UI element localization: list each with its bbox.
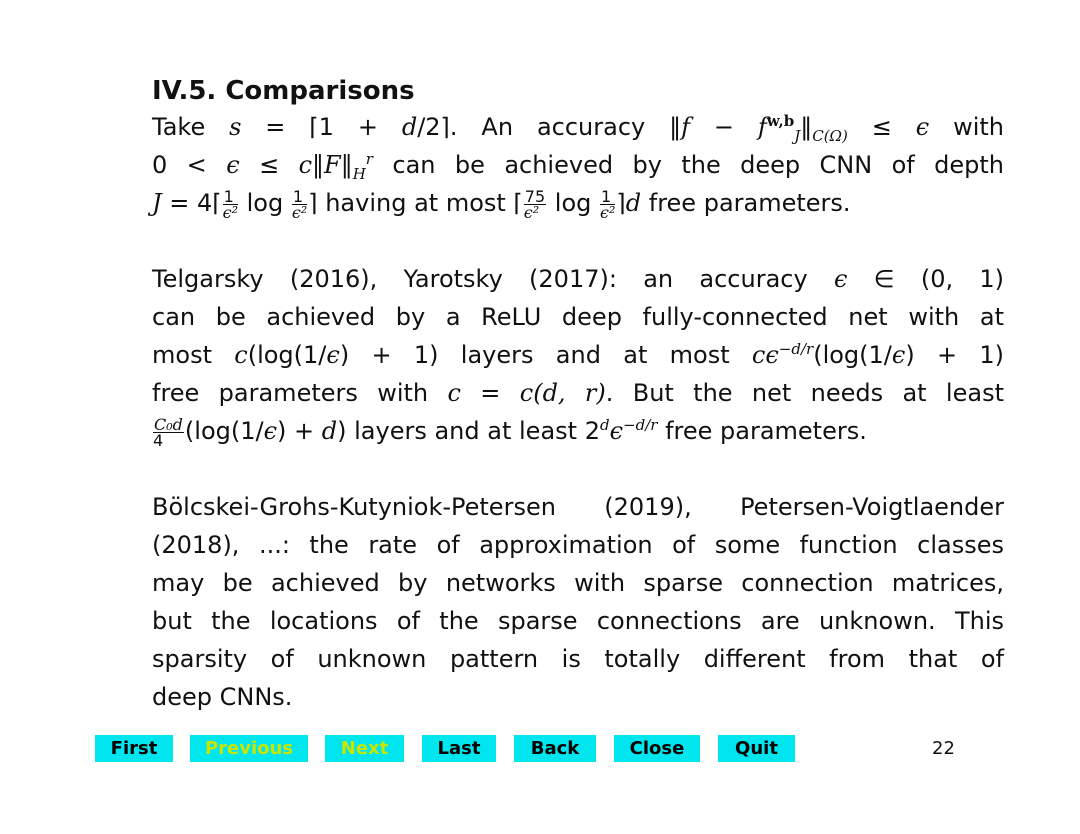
text-line: may be achieved by networks with sparse connection matrices, (152, 569, 1004, 597)
back-button[interactable]: Back (514, 735, 596, 762)
quit-button[interactable]: Quit (718, 735, 795, 762)
fraction: $\frac{1}{\text{ϵ²}}$ (291, 186, 308, 222)
previous-button[interactable]: Previous (190, 735, 308, 762)
text-line: Telgarsky (2016), Yarotsky (2017): an accuracy ϵ ∈ (0, 1) (152, 265, 1005, 293)
section-title: IV.5. Comparisons (152, 76, 415, 106)
text-line: most c(log(1/ϵ) + 1) layers and at most $c\epsilon^{-d/r}(\log(1/\epsilon) + 1)$ (152, 340, 1005, 369)
text-line: (2018), ...: the rate of approximation of some function classes (152, 531, 1004, 559)
text-line: but the locations of the sparse connections are unknown. This (152, 607, 1004, 635)
paragraph-sparse-networks (152, 488, 1004, 716)
last-button[interactable]: Last (422, 735, 496, 762)
text-line: sparsity of unknown pattern is totally different from that of (152, 645, 1004, 673)
next-button[interactable]: Next (325, 735, 404, 762)
paragraph-relu-comparison (152, 260, 1004, 450)
page-number: 22 (932, 738, 955, 759)
fraction: $\frac{1}{\text{ϵ²}}$ (222, 186, 238, 222)
text-line: deep CNNs. (152, 683, 293, 711)
fraction: $\frac{1}{\text{ϵ²}}$ (600, 186, 616, 222)
paragraph-cnn-accuracy (152, 108, 1004, 222)
first-button[interactable]: First (95, 735, 173, 762)
text-line: can be achieved by a ReLU deep fully-connected net with at (152, 303, 1004, 331)
text-line: Take s = ⌈1 + d/2⌉. An accuracy ‖f − $f^{w,b}_J‖_{C(\Omega)} \le \epsilon$ with (152, 112, 1004, 145)
text-line: $0 < \epsilon \le c‖F‖_H^r$ can be achieved by the deep CNN of depth (152, 150, 1004, 183)
fraction: $\frac{\text{C₀d}}{4}$ (153, 414, 183, 450)
fraction: $\frac{75}{\text{ϵ²}}$ (523, 186, 546, 222)
navigation-bar (0, 735, 1080, 763)
text-line: $\frac{\text{C₀d}}{4}$ (log(1/ϵ) + d) layers and at least $2^d\epsilon^{-d/r}$ free parameters. (153, 414, 867, 450)
text-line: J = 4⌈ $\frac{1}{\text{ϵ²}}$ log $\frac{1}{\text{ϵ²}}$ ⌉ having at most ⌈ $\frac{75}{\text{ϵ²}}$ log $\frac{1}{\text{ϵ²}}$ ⌉d free parameters. (152, 186, 851, 222)
slide-content (152, 74, 1004, 716)
text-line: free parameters with c = c(d, r). But the net needs at least (152, 379, 1004, 407)
close-button[interactable]: Close (614, 735, 700, 762)
text-line: Bölcskei-Grohs-Kutyniok-Petersen (2019), Petersen-Voigtlaender (152, 493, 1004, 521)
